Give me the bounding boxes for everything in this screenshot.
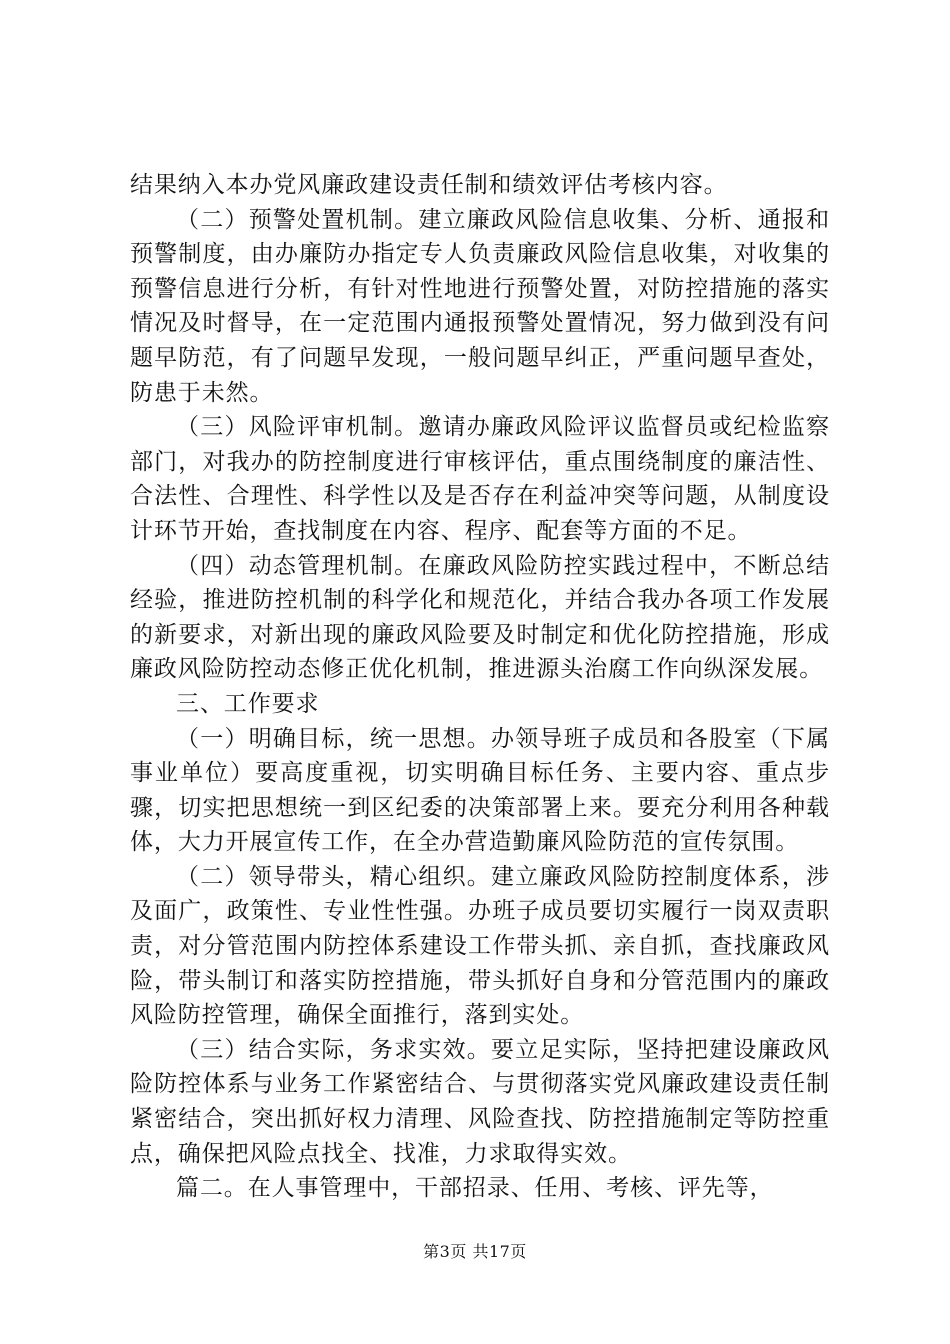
document-body	[130, 168, 830, 1206]
page-number-footer: 第3页 共17页	[423, 1242, 527, 1261]
paragraph-warning-mechanism: （二）预警处置机制。建立廉政风险信息收集、分析、通报和预警制度，由办廉防办指定专人负责廉政风险信息收集，对收集的预警信息进行分析，有针对性地进行预警处置，对防控措施的落实情况及时督导，在一定范围内通报预警处置情况，努力做到没有问题早防范，有了问题早发现，一般问题早纠正，严重问题早查处，防患于未然。	[130, 206, 830, 406]
paragraph-risk-review-mechanism: （三）风险评审机制。邀请办廉政风险评议监督员或纪检监察部门，对我办的防控制度进行审核评估，重点围绕制度的廉洁性、合法性、合理性、科学性以及是否存在利益冲突等问题，从制度设计环节开始，查找制度在内容、程序、配套等方面的不足。	[130, 414, 830, 544]
section-heading-work-requirements: 三、工作要求	[176, 690, 320, 717]
paragraph-continuation: 结果纳入本办党风廉政建设责任制和绩效评估考核内容。	[130, 172, 728, 198]
paragraph-leadership: （二）领导带头，精心组织。建立廉政风险防控制度体系，涉及面广，政策性、专业性性强。办班子成员要切实履行一岗双责职责，对分管范围内防控体系建设工作带头抓、亲自抓，查找廉政风险，带头制订和落实防控措施，带头抓好自身和分管范围内的廉政风险防控管理，确保全面推行，落到实处。	[130, 863, 830, 1029]
paragraph-practical-results: （三）结合实际，务求实效。要立足实际，坚持把建设廉政风险防控体系与业务工作紧密结合、与贯彻落实党风廉政建设责任制紧密结合，突出抓好权力清理、风险查找、防控措施制定等防控重点，确保把风险点找全、找准，力求取得实效。	[130, 1036, 830, 1167]
paragraph-dynamic-management-mechanism: （四）动态管理机制。在廉政风险防控实践过程中，不断总结经验，推进防控机制的科学化和规范化，并结合我办各项工作发展的新要求，对新出现的廉政风险要及时制定和优化防控措施，形成廉政风险防控动态修正优化机制，推进源头治腐工作向纵深发展。	[130, 552, 830, 683]
paragraph-part-two: 篇二。在人事管理中，干部招录、任用、考核、评先等，	[176, 1175, 774, 1202]
paragraph-clear-goals: （一）明确目标，统一思想。办领导班子成员和各股室（下属事业单位）要高度重视，切实明确目标任务、主要内容、重点步骤，切实把思想统一到区纪委的决策部署上来。要充分利用各种载体，大力开展宣传工作，在全办营造勤廉风险防范的宣传氛围。	[130, 725, 830, 856]
